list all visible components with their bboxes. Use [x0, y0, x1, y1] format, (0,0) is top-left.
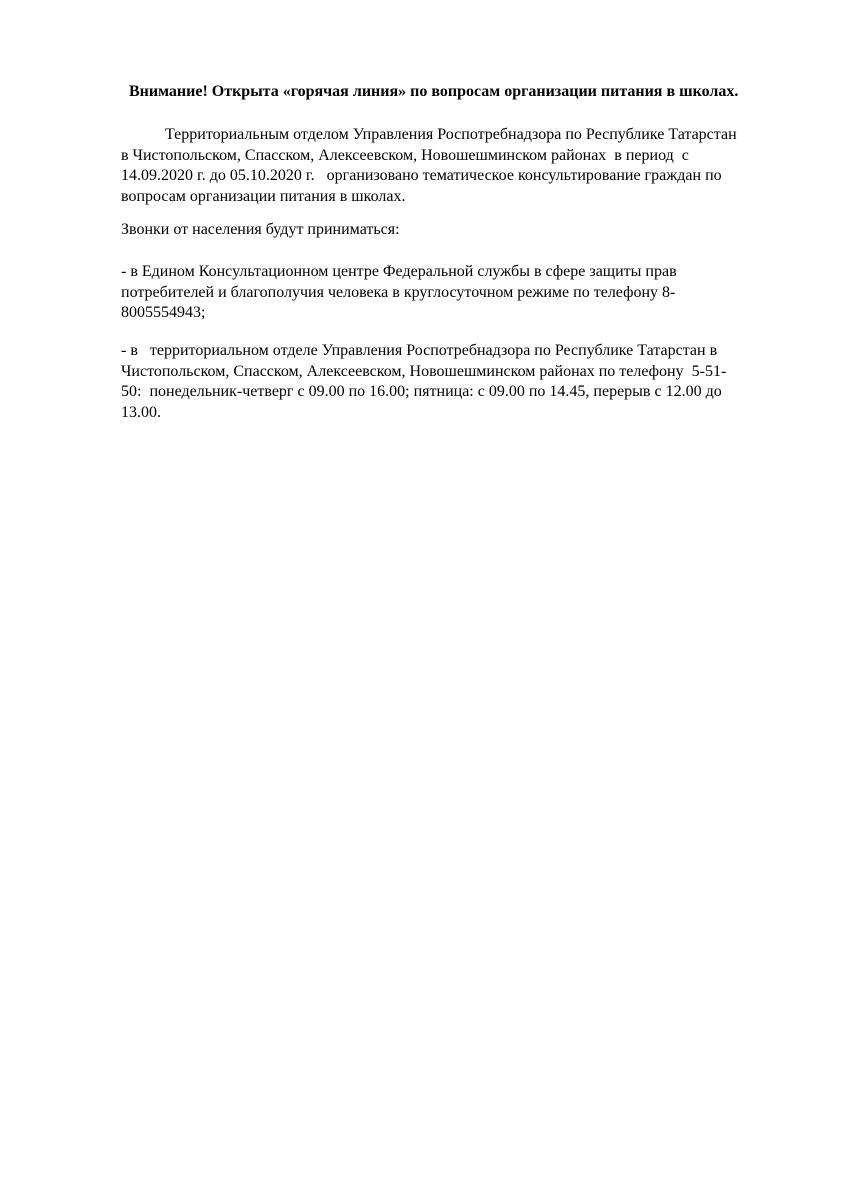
text-line: потребителей и благополучия человека в круглосуточном режиме по телефону 8-	[121, 283, 676, 301]
text-line: 14.09.2020 г. до 05.10.2020 г. организовано тематическое консультирование граждан по	[121, 167, 722, 184]
text-line: в Чистопольском, Спасском, Алексеевском, Новошешминском районах в период с	[121, 146, 689, 164]
text-line: - в территориальном отделе Управления Роспотребнадзора по Республике Татарстан в	[121, 342, 718, 359]
paragraph-federal-center	[121, 262, 781, 324]
paragraph-intro	[121, 125, 781, 207]
text-line: Звонки от населения будут приниматься:	[121, 221, 400, 238]
paragraph-calls-heading	[121, 220, 781, 241]
text-line: Чистопольском, Спасском, Алексеевском, Новошешминском районах по телефону 5-51-	[121, 362, 727, 380]
text-line: Территориальным отделом Управления Роспотребнадзора по Республике Татарстан	[121, 126, 737, 143]
text-line: - в Едином Консультационном центре Федеральной службы в сфере защиты прав	[121, 263, 677, 280]
text-line: вопросам организации питания в школах.	[121, 187, 406, 205]
text-line: 50: понедельник-четверг с 09.00 по 16.00; пятница: с 09.00 по 14.45, перерыв с 12.00 до	[121, 383, 722, 400]
text-line: 8005554943;	[121, 304, 206, 321]
text-line: 13.00.	[121, 403, 161, 421]
paragraph-territorial-office	[121, 341, 781, 423]
document-title: Внимание! Открыта «горячая линия» по вопросам организации питания в школах.	[129, 83, 739, 100]
